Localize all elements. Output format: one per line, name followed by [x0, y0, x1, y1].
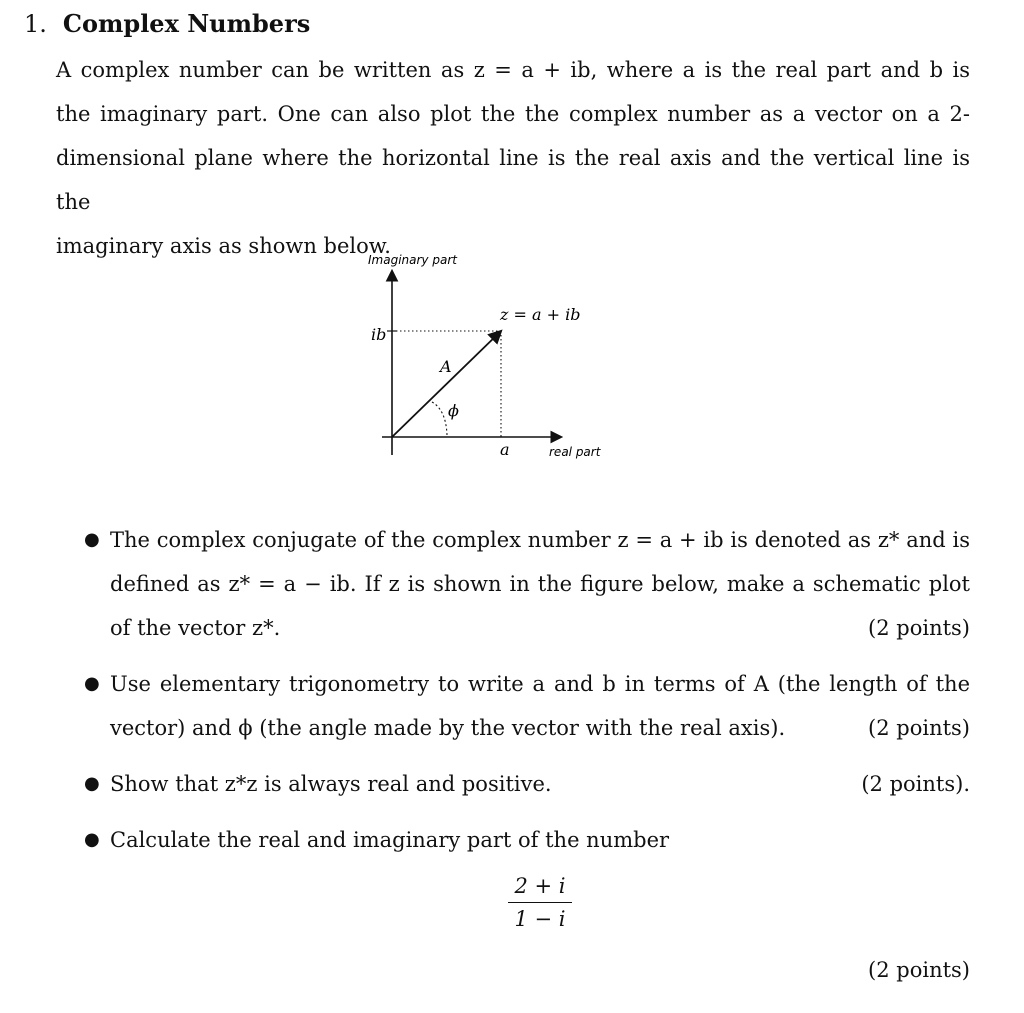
q4-points: (2 points)	[868, 958, 970, 982]
q3-points: (2 points).	[861, 772, 970, 796]
vector-z	[392, 332, 500, 437]
q4-line-1: Calculate the real and imaginary part of the number	[110, 828, 670, 852]
q1-points: (2 points)	[868, 616, 970, 640]
a-label: a	[500, 440, 510, 459]
section-number: 1.	[24, 10, 47, 38]
q1-line-1: The complex conjugate of the complex number z = a + ib is denoted as z* and is	[110, 528, 970, 552]
bullet-icon: ●	[84, 673, 100, 694]
q2-line-2: vector) and ϕ (the angle made by the vector with the real axis).	[110, 716, 786, 740]
bullet-icon: ●	[84, 829, 100, 850]
angle-label: ϕ	[448, 401, 459, 420]
fraction-numerator: 2 + i	[508, 874, 572, 903]
complex-plane-diagram	[360, 250, 620, 470]
bullet-icon: ●	[84, 773, 100, 794]
complex-plane-figure	[360, 250, 620, 470]
question-item	[82, 662, 970, 750]
y-axis-label: Imaginary part	[368, 253, 457, 267]
x-axis-label: real part	[549, 445, 601, 459]
intro-line-2: the imaginary part. One can also plot the the complex number as a vector on a 2-	[56, 102, 970, 126]
intro-line-4: imaginary axis as shown below.	[56, 234, 391, 258]
question-item	[82, 818, 970, 862]
angle-arc	[432, 402, 447, 435]
length-label: A	[440, 357, 452, 376]
q1-line-3: of the vector z*.	[110, 616, 281, 640]
bullet-icon: ●	[84, 529, 100, 550]
question-item	[82, 518, 970, 650]
point-label: z = a + ib	[500, 305, 581, 324]
intro-line-3: dimensional plane where the horizontal line is the real axis and the vertical line is the	[56, 146, 970, 214]
question-list	[82, 518, 970, 874]
fraction-expression	[508, 874, 572, 931]
q1-line-2: defined as z* = a − ib. If z is shown in the figure below, make a schematic plot	[110, 572, 970, 596]
q2-line-1: Use elementary trigonometry to write a and b in terms of A (the length of the	[110, 672, 970, 696]
ib-label: ib	[371, 325, 387, 344]
fraction-denominator: 1 − i	[514, 907, 566, 931]
section-title: Complex Numbers	[62, 9, 311, 38]
q2-points: (2 points)	[868, 716, 970, 740]
question-item	[82, 762, 970, 806]
intro-paragraph	[56, 48, 970, 268]
q3-line-1: Show that z*z is always real and positive.	[110, 772, 552, 796]
intro-line-1: A complex number can be written as z = a + ib, where a is the real part and b is	[56, 58, 970, 82]
section-heading	[24, 8, 310, 40]
